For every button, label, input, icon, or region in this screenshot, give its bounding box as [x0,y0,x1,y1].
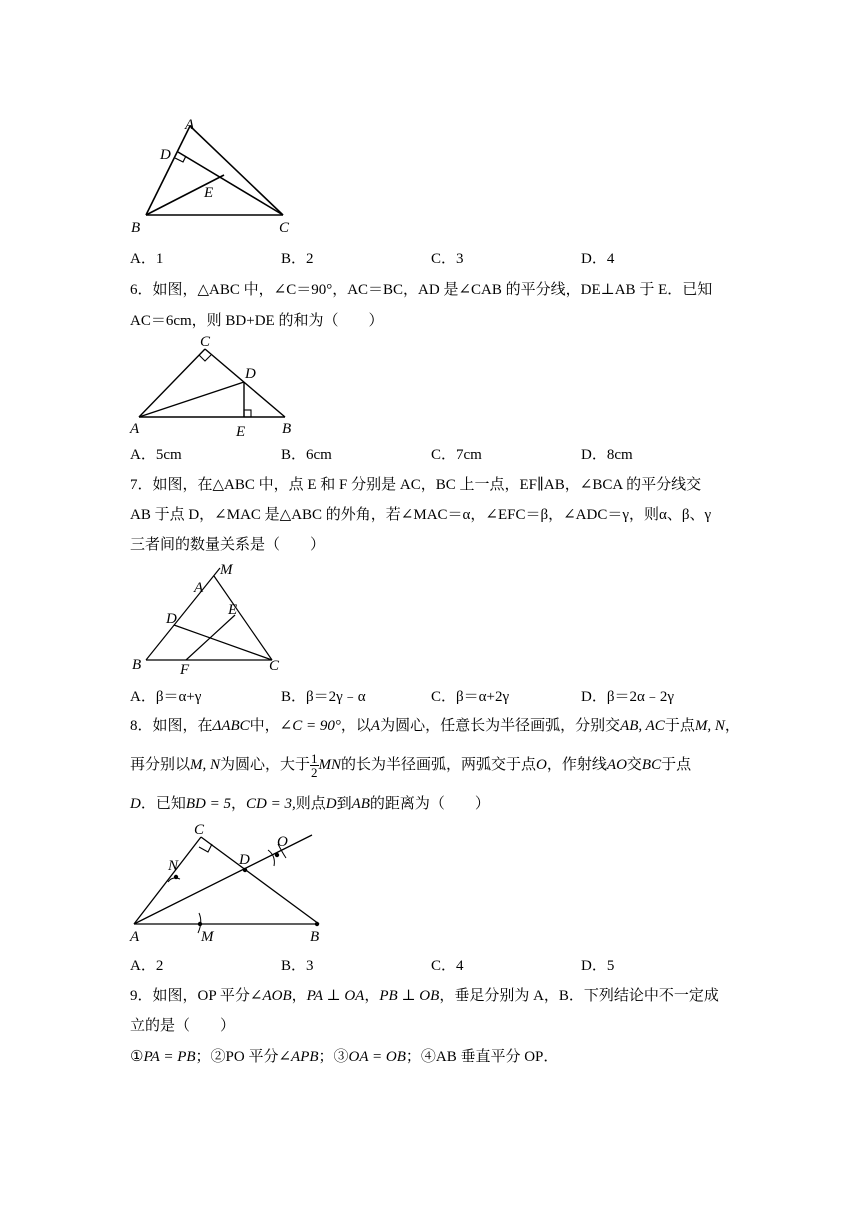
q8-fraction: $\frac{1}{2}$ [311,751,318,780]
q7-option-c: C．β＝α+2γ [431,689,510,705]
q8-option-c: C．4 [431,958,464,974]
q6-option-d: D．8cm [581,447,633,463]
q8-label-M: M [201,929,214,945]
q7-text-line1: 7．如图，在△ABC 中，点 E 和 F 分别是 AC，BC 上一点，EF∥AB，∠BCA 的平分线交 [130,477,702,493]
q5-label-E: E [204,185,214,201]
q8-option-b: B．3 [281,958,314,974]
q6-label-C: C [200,334,211,350]
q7-label-D: D [166,611,177,627]
q7-option-b: B．β＝2γ﹣α [281,689,366,705]
q8-option-d: D．5 [581,958,615,974]
q8-option-a: A．2 [130,958,164,974]
q9-text-line2: 立的是（ ） [130,1018,236,1034]
q7-option-a: A．β＝α+γ [130,689,202,705]
q6-label-E: E [236,424,246,440]
q5-label-B: B [131,220,141,236]
q5-option-d: D．4 [581,251,615,267]
q6-option-a: A．5cm [130,447,182,463]
q6-option-b: B．6cm [281,447,332,463]
q7-label-A: A [194,580,204,596]
q6-label-A: A [130,421,140,437]
q6-option-c: C．7cm [431,447,482,463]
q8-text-line2: 再分别以M, N为圆心，大于 $\frac{1}{2}$ MN的长为半径画弧，两弧交于点O，作射线AO交BC于点 [130,751,692,780]
q8-figure [128,818,328,946]
q9-text-line1: 9．如图，OP 平分∠AOB，PA ⊥ OA，PB ⊥ OB，垂足分别为 A，B．下列结论中不一定成 [130,988,719,1004]
q7-label-F: F [180,662,190,678]
q7-label-B: B [132,657,142,673]
q5-label-A: A [185,117,195,133]
q8-label-O: O [277,834,288,850]
q7-figure [128,560,288,678]
q5-option-b: B．2 [281,251,314,267]
q6-label-B: B [282,421,292,437]
q7-text-line3: 三者间的数量关系是（ ） [130,537,326,553]
q8-label-A: A [130,929,140,945]
q7-text-line2: AB 于点 D，∠MAC 是△ABC 的外角，若∠MAC＝α，∠EFC＝β，∠ADC＝γ，则α、β、γ [130,507,712,523]
q8-text-line1: 8．如图，在ΔABC中，∠C = 90°，以A为圆心，任意长为半径画弧，分别交AB, AC于点M, N， [130,718,740,734]
q7-label-E: E [228,602,238,618]
q7-label-C: C [269,658,280,674]
q6-label-D: D [245,366,256,382]
q7-label-M: M [220,562,233,578]
q7-option-d: D．β＝2α﹣2γ [581,689,674,705]
q5-label-C: C [279,220,290,236]
q8-label-N: N [168,858,179,874]
q5-figure [128,112,308,237]
q6-text-line1: 6．如图，△ABC 中，∠C＝90°，AC＝BC，AD 是∠CAB 的平分线，DE⊥AB 于 E．已知 [130,282,713,298]
q6-text-line2: AC＝6cm，则 BD+DE 的和为（ ） [130,313,384,329]
q8-label-C: C [194,822,205,838]
q8-text-line3: D．已知BD = 5，CD = 3,则点D到AB的距离为（ ） [130,796,490,812]
q5-label-D: D [160,147,171,163]
q5-option-a: A．1 [130,251,164,267]
q6-figure [128,332,298,440]
q8-label-D: D [239,852,250,868]
q5-option-c: C．3 [431,251,464,267]
q8-label-B: B [310,929,320,945]
q9-text-line3: ①PA = PB；②PO 平分∠APB；③OA = OB；④AB 垂直平分 OP． [130,1049,559,1065]
